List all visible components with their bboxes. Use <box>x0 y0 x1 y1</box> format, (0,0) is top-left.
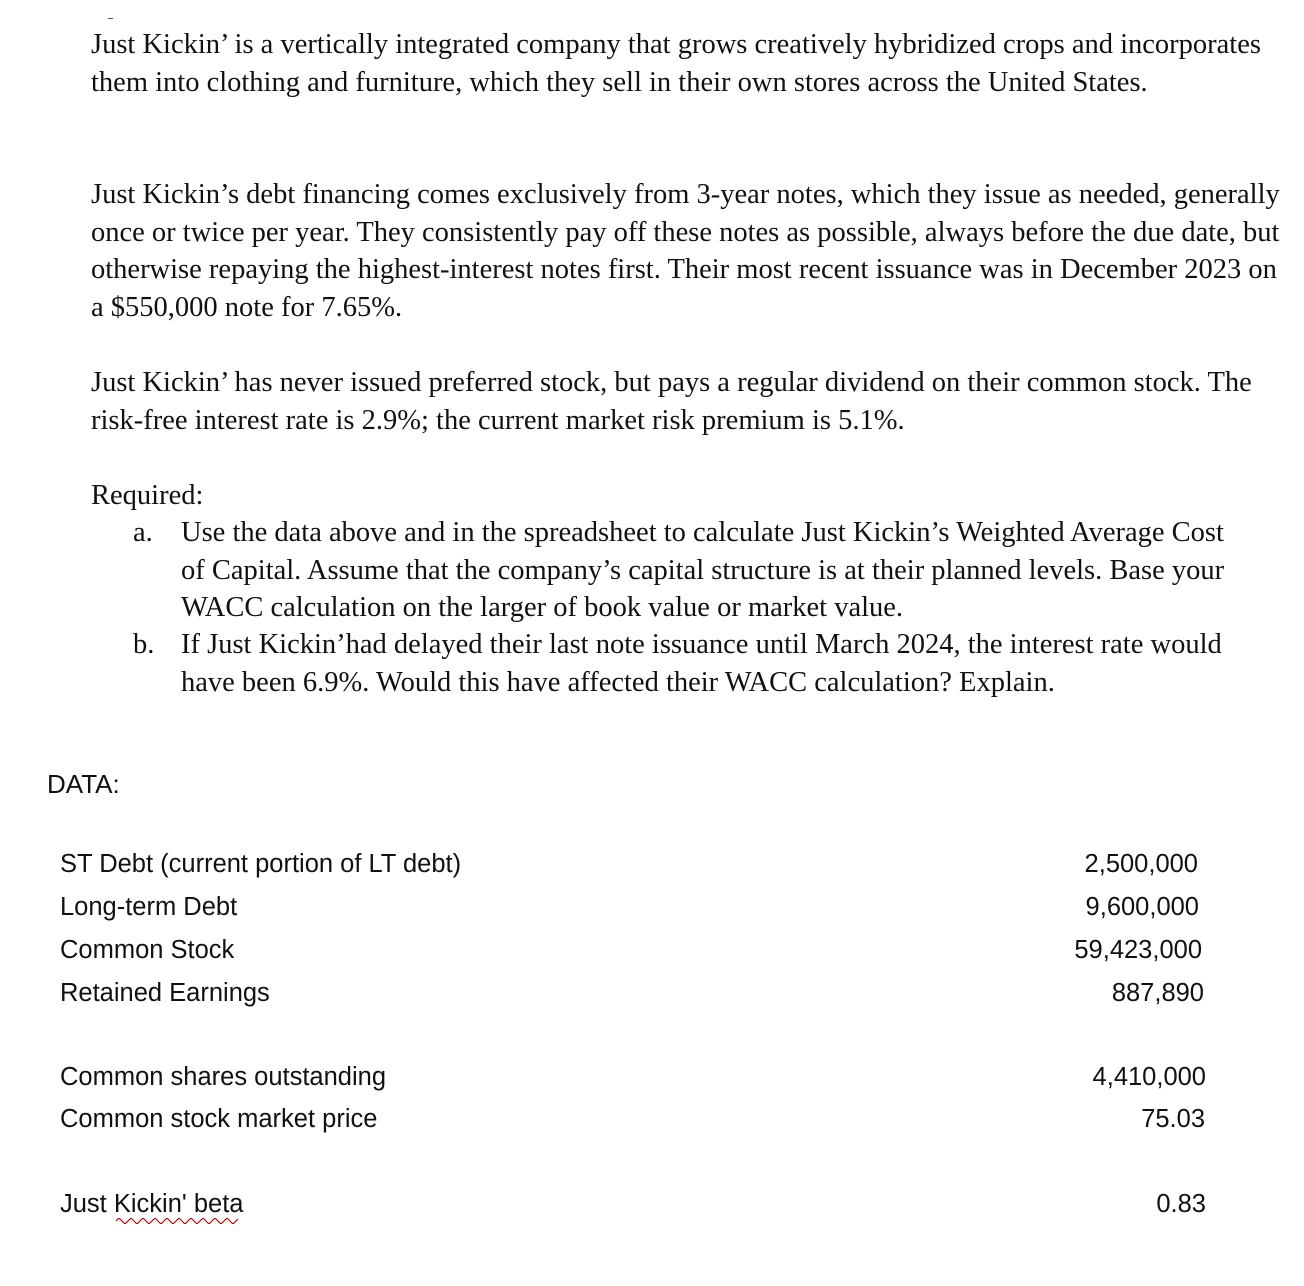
data-row-shares-outstanding <box>60 1059 1206 1095</box>
data-row-common-stock <box>60 932 1206 968</box>
required-heading: Required: <box>91 480 204 511</box>
intro-paragraph: Just Kickin’ is a vertically integrated company that grows creatively hybridized crops and incorporates them into clothing and furniture, which they sell in their own stores across the United States. <box>91 29 1261 98</box>
data-row-retained-earnings <box>60 975 1206 1011</box>
data-row-value: 2,500,000 <box>1084 850 1198 878</box>
required-item-letter: b. <box>133 629 155 660</box>
debt-paragraph: Just Kickin’s debt financing comes exclusively from 3-year notes, which they issue as needed, generally once or twice per year. They consistently pay off these notes as possible, always before the due date, but otherwise repaying the highest-interest notes first. Their most recent issuance was in December 2023 on a $550,000 note for 7.65%. <box>91 179 1280 323</box>
data-row-label: Just Kickin' beta <box>60 1190 244 1218</box>
data-row-label: ST Debt (current portion of LT debt) <box>60 850 462 878</box>
spellcheck-underline <box>116 1218 238 1224</box>
data-row-label: Retained Earnings <box>60 979 270 1007</box>
data-row-value: 75.03 <box>1141 1105 1205 1133</box>
stray-mark <box>108 18 113 19</box>
data-row-label: Common shares outstanding <box>60 1063 387 1091</box>
data-row-value: 0.83 <box>1156 1190 1206 1218</box>
data-row-beta <box>60 1186 1206 1222</box>
data-row-market-price <box>60 1101 1206 1137</box>
equity-paragraph: Just Kickin’ has never issued preferred stock, but pays a regular dividend on their common stock. The risk-free interest rate is 2.9%; the current market risk premium is 5.1%. <box>91 367 1252 436</box>
required-item-text: Use the data above and in the spreadsheet to calculate Just Kickin’s Weighted Average Cost of Capital. Assume that the company’s capital structure is at their planned levels. Base your WACC calculation on the larger of book value or market value. <box>181 517 1225 623</box>
data-row-label: Common stock market price <box>60 1105 378 1133</box>
data-row-value: 4,410,000 <box>1092 1063 1206 1091</box>
data-row-label: Long-term Debt <box>60 893 238 921</box>
required-item-letter: a. <box>133 517 153 548</box>
data-row-value: 9,600,000 <box>1085 893 1199 921</box>
required-item-text: If Just Kickin’had delayed their last note issuance until March 2024, the interest rate would have been 6.9%. Would this have affected their WACC calculation? Explain. <box>181 629 1222 698</box>
data-row-value: 59,423,000 <box>1074 936 1202 964</box>
data-row-long-term-debt <box>60 889 1206 925</box>
data-row-label: Common Stock <box>60 936 235 964</box>
data-row-st-debt <box>60 846 1206 882</box>
data-row-value: 887,890 <box>1111 979 1204 1007</box>
data-heading: DATA: <box>47 769 120 799</box>
